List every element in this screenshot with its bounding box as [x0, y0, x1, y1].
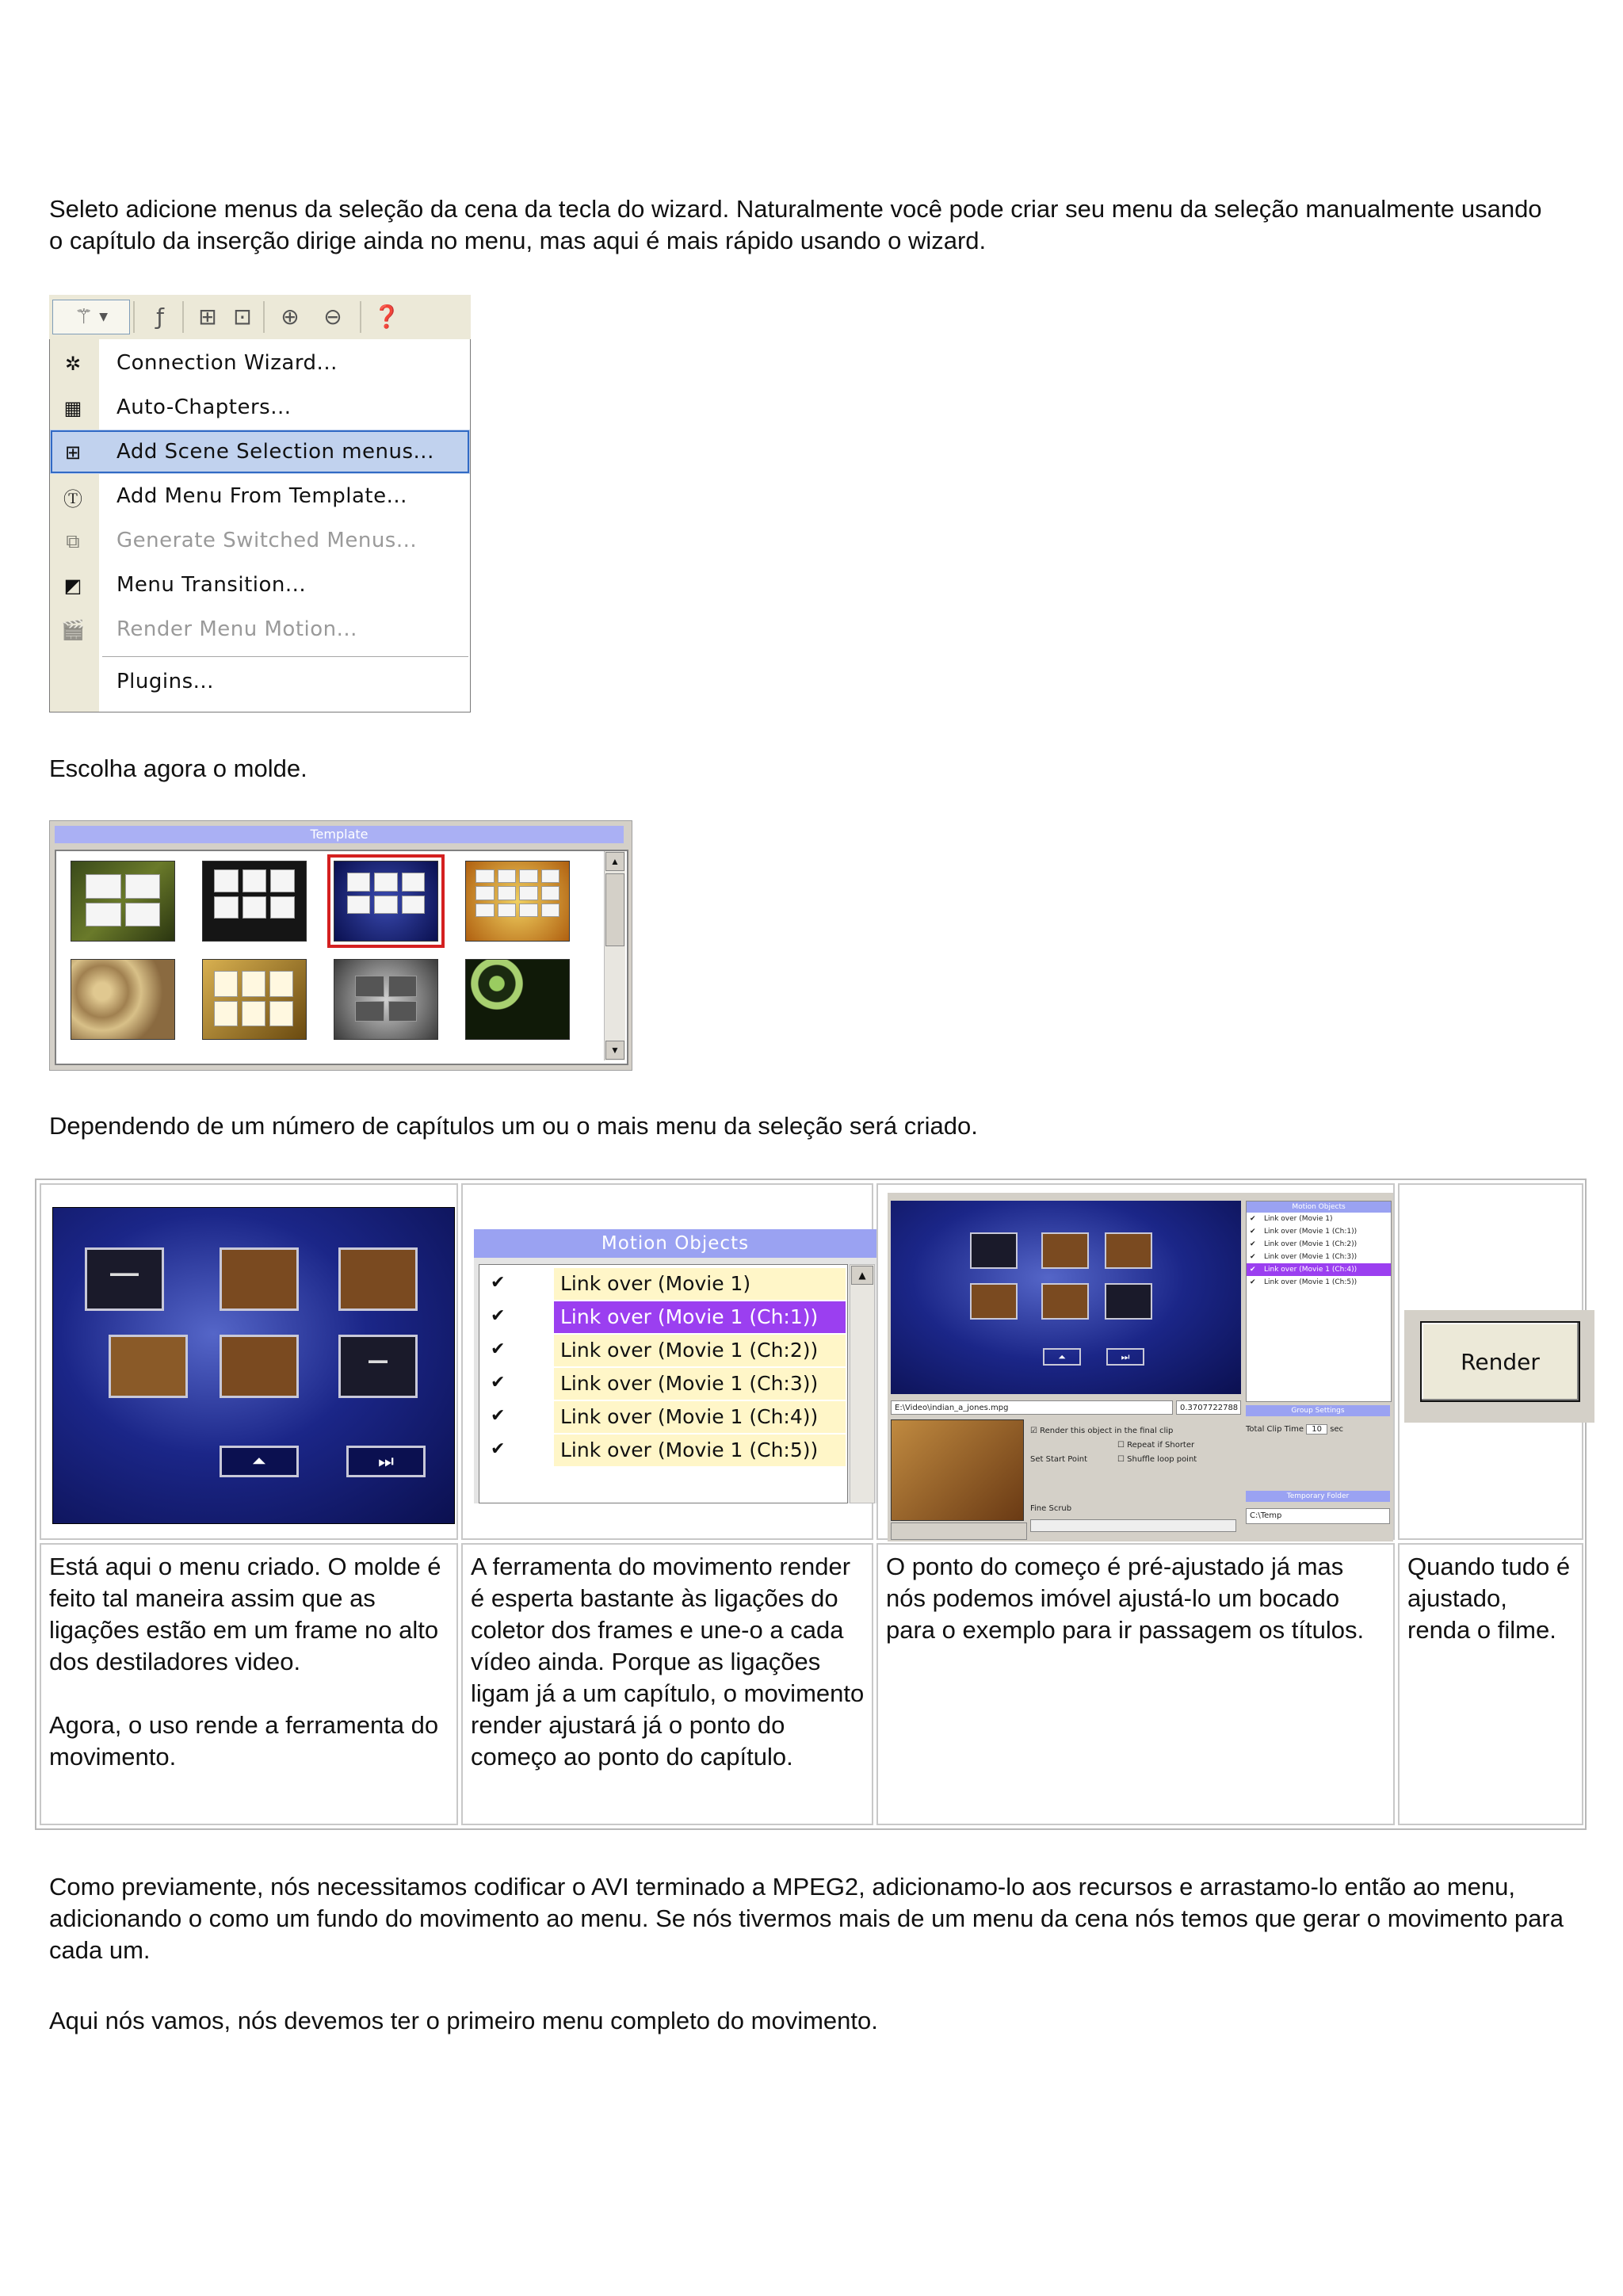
list-item[interactable]: ✔ Link over (Movie 1) [1247, 1213, 1391, 1225]
menu-item-connection-wizard[interactable]: ✲ Connection Wizard... [50, 341, 470, 385]
list-item[interactable]: ✔ Link over (Movie 1 (Ch:2)) [479, 1335, 847, 1368]
template-thumbnail[interactable] [334, 959, 438, 1040]
menu-item-render-menu-motion: 🎬 Render Menu Motion... [50, 607, 470, 651]
wizard-dropdown-button[interactable] [52, 300, 130, 334]
total-clip-time-input[interactable]: 10 [1306, 1424, 1327, 1435]
done-paragraph: Aqui nós vamos, nós devemos ter o primeiro menu completo do movimento. [49, 2007, 878, 2034]
menu-next-button[interactable]: ⏭ [1106, 1348, 1144, 1366]
steps-table [35, 1179, 1587, 1830]
table-cell-render-settings [876, 1183, 1395, 1540]
list-item[interactable]: ✔ Link over (Movie 1 (Ch:2)) [1247, 1238, 1391, 1251]
caption-text: A ferramenta do movimento render é esperta bastante às ligações do coletor dos frames e une-o a cada vídeo ainda. Porque as ligações ligam já a um capítulo, o movimento render ajustará já o ponto do começo ao ponto do capítulo. [471, 1553, 865, 1771]
toolbar-separator [182, 301, 184, 333]
list-item[interactable]: ✔ Link over (Movie 1 (Ch:5)) [1247, 1276, 1391, 1289]
checkmark-icon: ✔ [491, 1373, 506, 1392]
scene-selection-icon: ⊞ [64, 441, 82, 464]
menu-frame [1041, 1232, 1089, 1269]
template-scrollbar[interactable] [604, 851, 625, 1060]
group-settings: Group Settings Total Clip Time 10 sec Temporary Folder C:\Temp [1246, 1405, 1390, 1524]
table-cell-caption [1398, 1543, 1583, 1825]
toolbar-separator [360, 301, 361, 333]
template-thumbnail[interactable] [465, 959, 570, 1040]
chapters-note: Dependendo de um número de capítulos um ou o mais menu da seleção será criado. [49, 1112, 978, 1140]
repeat-checkbox[interactable]: ☐ Repeat if Shorter [1117, 1441, 1195, 1450]
shuffle-checkbox[interactable]: ☐ Shuffle loop point [1117, 1455, 1197, 1464]
menu-frame [1105, 1232, 1152, 1269]
caption-text: Quando tudo é ajustado, renda o filme. [1407, 1553, 1571, 1644]
wand-icon: ⚚ [74, 305, 94, 329]
created-menu-preview [52, 1207, 455, 1524]
menu-item-add-menu-from-template[interactable]: Ⓣ Add Menu From Template... [50, 474, 470, 518]
render-button[interactable]: Render [1420, 1321, 1580, 1402]
template-thumbnail-selected[interactable] [334, 861, 438, 942]
wizard-menu-screenshot [49, 295, 471, 713]
menu-frame: ▬▬ [338, 1335, 418, 1398]
table-cell-motion-objects [461, 1183, 873, 1540]
choose-template-text: Escolha agora o molde. [49, 755, 307, 782]
template-gallery [55, 850, 628, 1065]
template-thumbnail[interactable] [202, 959, 307, 1040]
motion-objects-header: Motion Objects [474, 1229, 876, 1258]
menu-item-menu-transition[interactable]: ◩ Menu Transition... [50, 563, 470, 607]
list-item-selected[interactable]: ✔ Link over (Movie 1 (Ch:1)) [479, 1301, 847, 1335]
scroll-thumb[interactable] [605, 873, 624, 946]
motion-render-screenshot [888, 1193, 1393, 1541]
checkmark-icon: ✔ [491, 1439, 506, 1459]
menu-preview-small [891, 1201, 1241, 1394]
toolbar-separator [263, 301, 265, 333]
fine-scrub-label: Fine Scrub [1030, 1504, 1072, 1513]
menu-frame [220, 1335, 299, 1398]
checkmark-icon: ✔ [1250, 1240, 1256, 1248]
list-item[interactable]: ✔ Link over (Movie 1) [479, 1268, 847, 1301]
transport-controls[interactable] [891, 1522, 1027, 1540]
video-thumbnail [891, 1419, 1024, 1521]
list-item[interactable]: ✔ Link over (Movie 1 (Ch:3)) [479, 1368, 847, 1401]
template-header: Template [55, 826, 624, 843]
motion-objects-panel [474, 1229, 876, 1503]
connection-wizard-icon: ✲ [64, 353, 82, 375]
menu-frame [1041, 1283, 1089, 1320]
switched-menus-icon: ⧉ [66, 530, 80, 552]
time-value-field[interactable]: 0.3707722788 [1176, 1400, 1241, 1415]
menu-frame [970, 1283, 1018, 1320]
scroll-up-icon[interactable]: ▲ [605, 852, 624, 871]
template-icon: Ⓣ [63, 487, 82, 510]
menu-frame [338, 1247, 418, 1311]
encode-paragraph: Como previamente, nós necessitamos codificar o AVI terminado a MPEG2, adicionamo-lo aos recursos e arrastamo-lo então ao menu, adicionando o como um fundo do movimento ao menu. Se nós tivermos mais de um menu da cena nós temos que gerar o movimento para cada um. [49, 1873, 1564, 1964]
template-thumbnail[interactable] [71, 861, 175, 942]
help-icon[interactable]: ❓ [372, 303, 401, 330]
menu-frame [109, 1335, 188, 1398]
table-cell-render-button [1398, 1183, 1583, 1540]
menu-frame: ▬▬▬ [85, 1247, 164, 1311]
checkmark-icon: ✔ [1250, 1278, 1256, 1286]
checkmark-icon: ✔ [1250, 1266, 1256, 1274]
checkmark-icon: ✔ [1250, 1228, 1256, 1236]
template-thumbnail[interactable] [202, 861, 307, 942]
set-start-point-label: Set Start Point [1030, 1455, 1088, 1464]
render-panel [1404, 1310, 1594, 1423]
menu-item-plugins[interactable]: Plugins... [116, 670, 214, 693]
menu-up-button[interactable]: ⏶ [220, 1446, 299, 1477]
zoom-out-icon[interactable]: ⊖ [323, 303, 342, 330]
menu-item-add-scene-selection[interactable]: ⊞ Add Scene Selection menus... [50, 430, 470, 474]
menu-item-generate-switched-menus: ⧉ Generate Switched Menus... [50, 518, 470, 563]
menu-separator [102, 656, 468, 657]
scroll-down-icon[interactable]: ▼ [605, 1041, 624, 1060]
menu-item-auto-chapters[interactable]: ▦ Auto-Chapters... [50, 385, 470, 430]
menu-frame [970, 1232, 1018, 1269]
wizard-dropdown-menu [49, 339, 471, 712]
table-cell-menu-preview [40, 1183, 458, 1540]
template-chooser-screenshot [49, 820, 632, 1071]
checkmark-icon: ✔ [1250, 1215, 1256, 1223]
list-item[interactable]: ✔ Link over (Movie 1 (Ch:3)) [1247, 1251, 1391, 1263]
list-item[interactable]: ✔ Link over (Movie 1 (Ch:4)) [479, 1401, 847, 1435]
fine-scrub-slider[interactable] [1030, 1519, 1236, 1532]
scroll-up-icon[interactable]: ▲ [851, 1266, 873, 1285]
menu-frame [1105, 1283, 1152, 1320]
menu-up-button[interactable]: ⏶ [1043, 1348, 1081, 1366]
motion-objects-list [479, 1264, 848, 1503]
menu-next-button[interactable]: ⏭ [346, 1446, 426, 1477]
transition-icon: ◩ [63, 575, 82, 597]
checkmark-icon: ✔ [491, 1306, 506, 1326]
toolbar-separator [133, 301, 135, 333]
video-path-field[interactable]: E:\Video\indian_a_jones.mpg [891, 1400, 1173, 1415]
list-item[interactable]: ✔ Link over (Movie 1 (Ch:1)) [1247, 1225, 1391, 1238]
intro-paragraph: Seleto adicione menus da seleção da cena da tecla do wizard. Naturalmente você pode criar seu menu da seleção manualmente usando o capítulo da inserção dirige ainda no menu, mas aqui é mais rápido usando o wizard. [49, 195, 1542, 254]
render-final-checkbox[interactable]: ☑ Render this object in the final clip [1030, 1427, 1174, 1435]
checkmark-icon: ✔ [491, 1339, 506, 1359]
caption-text: O ponto do começo é pré-ajustado já mas nós podemos imóvel ajustá-lo um bocado para o exemplo para ir passagem os títulos. [886, 1553, 1365, 1644]
chevron-down-icon: ▼ [99, 311, 109, 323]
toolbar [49, 295, 471, 340]
render-options [1030, 1424, 1238, 1516]
caption-text: Está aqui o menu criado. O molde é feito tal maneira assim que as ligações estão em um frame no alto dos destiladores video. Agora, o uso rende a ferramenta do movimento. [49, 1553, 441, 1771]
template-thumbnail[interactable] [465, 861, 570, 942]
zoom-in-icon[interactable]: ⊕ [281, 303, 300, 330]
template-thumbnail[interactable] [71, 959, 175, 1040]
list-item-selected[interactable]: ✔ Link over (Movie 1 (Ch:4)) [1247, 1263, 1391, 1276]
motion-objects-scrollbar[interactable] [850, 1264, 875, 1503]
grid-icon[interactable]: ⊞ [198, 303, 217, 330]
frame-icon[interactable]: ⊡ [233, 303, 252, 330]
auto-chapters-icon: ▦ [63, 397, 82, 419]
temp-folder-input[interactable]: C:\Temp [1246, 1508, 1390, 1524]
motion-objects-list-small: Motion Objects ✔ Link over (Movie 1) ✔ Link over (Movie 1 (Ch:1)) ✔ Link over (Movie 1 (Ch:2)) ✔ Link over (Movie 1 (Ch:3)) ✔ Link over (Movie 1 (Ch:4)) ✔ Link over (Movie 1 (Ch:5)) [1246, 1201, 1392, 1402]
checkmark-icon: ✔ [491, 1273, 506, 1293]
checkmark-icon: ✔ [1250, 1253, 1256, 1261]
fx-icon[interactable]: ƒ [156, 303, 164, 330]
table-cell-caption [461, 1543, 873, 1825]
checkmark-icon: ✔ [491, 1406, 506, 1426]
table-cell-caption [40, 1543, 458, 1825]
table-cell-caption [876, 1543, 1395, 1825]
list-item[interactable]: ✔ Link over (Movie 1 (Ch:5)) [479, 1435, 847, 1468]
menu-frame [220, 1247, 299, 1311]
render-motion-icon: 🎬 [61, 619, 85, 641]
